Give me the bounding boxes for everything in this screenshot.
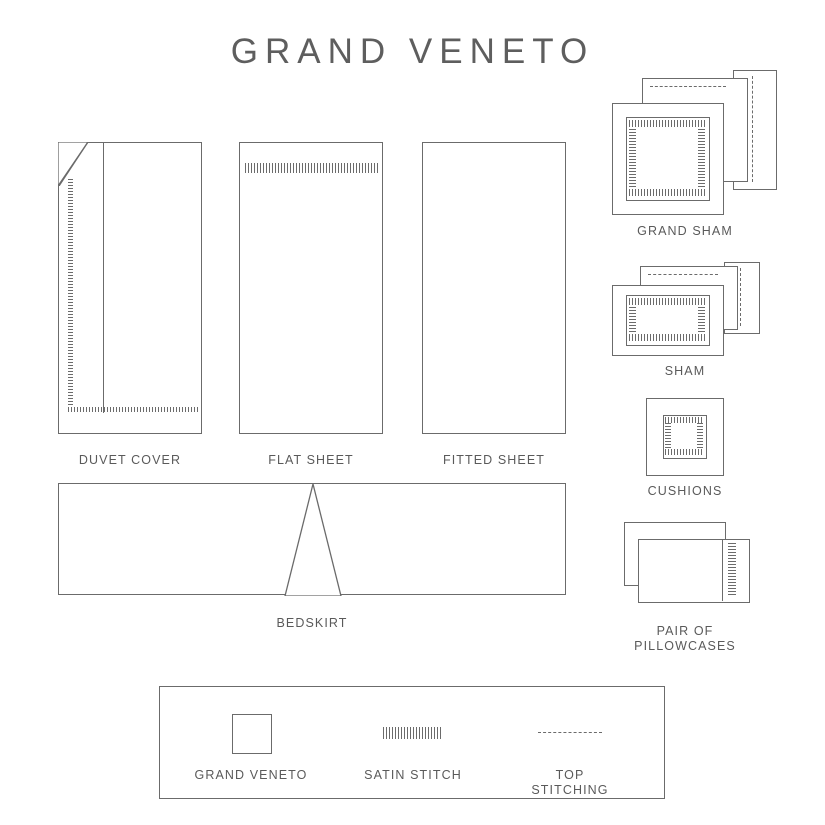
cushion-satin-stitch-bottom <box>665 449 703 455</box>
legend-label-satin-stitch: SATIN STITCH <box>364 768 462 782</box>
grand-sham-middle-top-stitching <box>650 86 726 87</box>
pillowcases-caption-line1: PAIR OF <box>656 624 714 638</box>
sham-middle-top-stitching <box>648 274 718 275</box>
pillowcases-group <box>624 522 752 610</box>
cushion-satin-stitch-top <box>665 417 703 423</box>
bedskirt-pleat-icon <box>59 484 567 596</box>
legend-label-top-stitching-line1: TOP <box>555 768 585 782</box>
duvet-cover-caption: DUVET COVER <box>78 453 182 467</box>
flat-sheet-caption: FLAT SHEET <box>268 453 354 467</box>
pillowcase-front-fold-line <box>722 539 723 601</box>
sham-back-dash <box>740 268 741 326</box>
grand-sham-satin-stitch-bottom <box>629 189 705 196</box>
duvet-satin-stitch-bottom <box>68 407 200 412</box>
dashed-line-icon <box>538 732 602 733</box>
flat-sheet-shape <box>239 142 383 434</box>
sham-satin-stitch-bottom <box>629 334 705 341</box>
bedskirt-caption: BEDSKIRT <box>276 616 348 630</box>
square-swatch-icon <box>232 714 272 754</box>
satin-stitch-icon <box>383 727 443 739</box>
flat-sheet-satin-stitch <box>245 163 379 173</box>
grand-sham-group <box>612 70 777 215</box>
grand-sham-back-dash <box>752 76 753 182</box>
pillowcase-satin-stitch <box>728 543 736 597</box>
grand-sham-caption: GRAND SHAM <box>637 224 733 238</box>
cushions-caption: CUSHIONS <box>647 484 723 498</box>
cushions-group <box>646 398 724 476</box>
sham-group <box>612 262 764 357</box>
duvet-satin-stitch-left <box>68 179 73 411</box>
bedskirt-shape <box>58 483 566 595</box>
grand-sham-satin-stitch-right <box>698 120 705 196</box>
fitted-sheet-shape <box>422 142 566 434</box>
sham-satin-stitch-top <box>629 298 705 305</box>
pillowcases-caption-line2: PILLOWCASES <box>634 639 736 653</box>
sham-caption: SHAM <box>664 364 706 378</box>
legend-label-grand-veneto: GRAND VENETO <box>194 768 308 782</box>
fitted-sheet-caption: FITTED SHEET <box>442 453 546 467</box>
duvet-cover-fold-corner <box>58 142 88 186</box>
legend-label-top-stitching-line2: STITCHING <box>531 783 609 797</box>
grand-sham-satin-stitch-top <box>629 120 705 127</box>
page-title: GRAND VENETO <box>230 32 595 71</box>
grand-sham-satin-stitch-left <box>629 120 636 196</box>
duvet-inner-panel-line <box>103 143 104 413</box>
